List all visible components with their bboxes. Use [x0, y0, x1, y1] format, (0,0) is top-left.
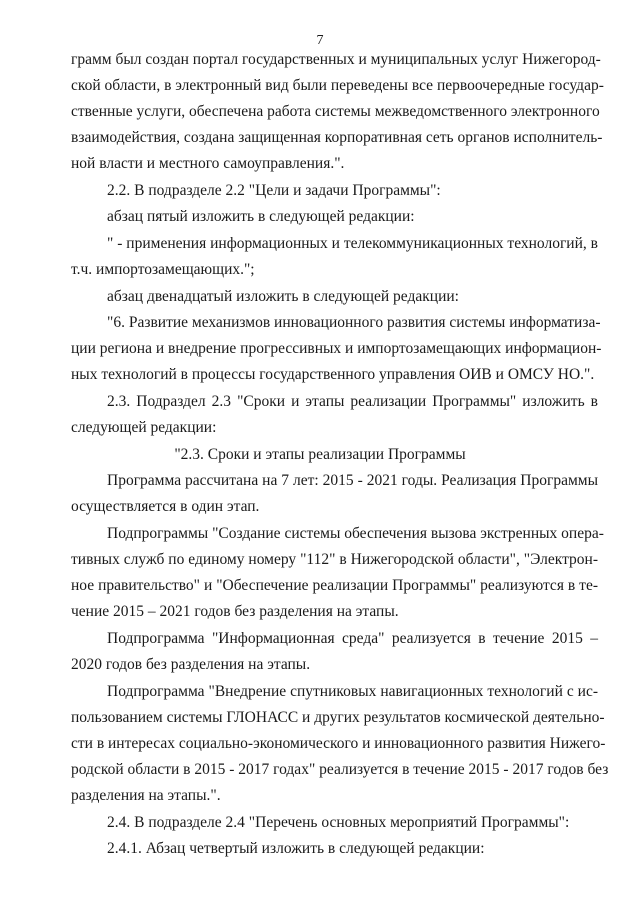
text-line: 2020 годов без разделения на этапы.: [71, 656, 311, 673]
text-line: абзац двенадцатый изложить в следующей редакции:: [107, 288, 459, 305]
text-line: 2.2. В подразделе 2.2 "Цели и задачи Программы":: [107, 182, 441, 199]
text-line: " - применения информационных и телекоммуникационных технологий, в: [107, 235, 598, 252]
text-line: следующей редакции:: [71, 419, 217, 436]
text-line: чение 2015 – 2021 годов без разделения на этапы.: [71, 603, 399, 620]
text-line: грамм был создан портал государственных и муниципальных услуг Нижегород-: [71, 51, 601, 68]
text-line: Подпрограммы "Создание системы обеспечения вызова экстренных опера-: [107, 525, 604, 542]
text-line: ное правительство" и "Обеспечение реализации Программы" реализуются в те-: [71, 577, 598, 594]
text-line: осуществляется в один этап.: [71, 498, 260, 515]
text-line: тивных служб по единому номеру "112" в Нижегородской области", "Электрон-: [71, 551, 598, 568]
text-line: 2.3. Подраздел 2.3 "Сроки и этапы реализации Программы" изложить в: [107, 393, 598, 410]
text-line: т.ч. импортозамещающих.";: [71, 261, 255, 278]
text-line: 2.4.1. Абзац четвертый изложить в следующей редакции:: [107, 840, 485, 857]
text-line: "6. Развитие механизмов инновационного развития системы информатиза-: [107, 314, 601, 331]
text-line: родской области в 2015 - 2017 годах" реализуется в течение 2015 - 2017 годов без: [71, 761, 609, 778]
text-line: Подпрограмма "Информационная среда" реализуется в течение 2015 –: [107, 630, 598, 647]
page-number: 7: [316, 33, 324, 48]
text-line: ской области, в электронный вид были переведены все первоочередные государ-: [71, 77, 604, 94]
text-line: Программа рассчитана на 7 лет: 2015 - 2021 годы. Реализация Программы: [107, 472, 598, 489]
text-line: пользованием системы ГЛОНАСС и других результатов космической деятельно-: [71, 709, 605, 726]
section-heading: "2.3. Сроки и этапы реализации Программы: [174, 446, 466, 463]
text-line: ной власти и местного самоуправления.".: [71, 155, 345, 172]
text-line: ции региона и внедрение прогрессивных и импортозамещающих информацион-: [71, 340, 602, 357]
text-line: Подпрограмма "Внедрение спутниковых навигационных технологий с ис-: [107, 683, 598, 700]
text-line: взаимодействия, создана защищенная корпоративная сеть органов исполнитель-: [71, 129, 603, 146]
text-line: ственные услуги, обеспечена работа системы межведомственного электронного: [71, 103, 600, 120]
text-line: сти в интересах социально-экономического и инновационного развития Нижего-: [71, 735, 606, 752]
text-line: абзац пятый изложить в следующей редакции:: [107, 208, 415, 225]
text-line: 2.4. В подразделе 2.4 "Перечень основных мероприятий Программы":: [107, 814, 570, 831]
text-line: ных технологий в процессы государственного управления ОИВ и ОМСУ НО.".: [71, 366, 595, 383]
text-line: разделения на этапы.".: [71, 787, 221, 804]
